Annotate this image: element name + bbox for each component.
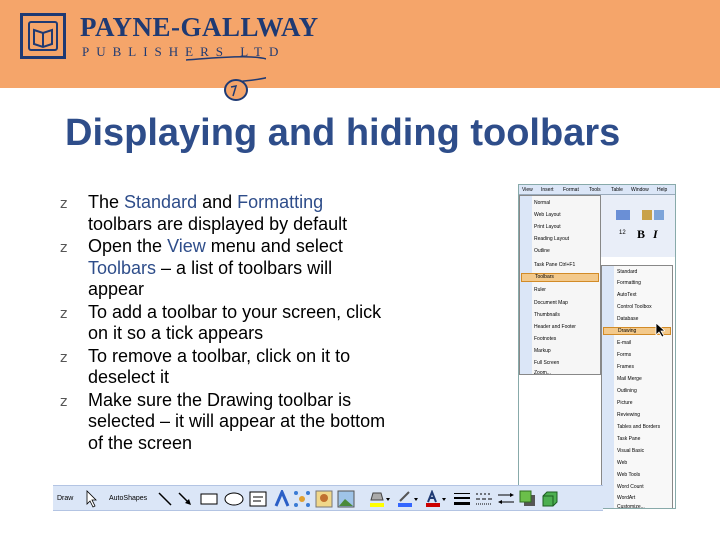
research-icon[interactable] [641, 209, 665, 221]
bullet-item: z Make sure the Drawing toolbar is selected – it will appear at the bottom of the screen [60, 389, 386, 453]
brand-subtitle: PUBLISHERS LTD [82, 44, 286, 59]
header-band [0, 0, 720, 88]
menu-help[interactable]: Help [657, 187, 668, 193]
line-icon[interactable] [157, 490, 173, 508]
font-size-box[interactable]: 12 [619, 230, 626, 236]
view-normal[interactable]: Normal [534, 200, 551, 206]
word-menu-screenshot [518, 184, 676, 509]
toolbar-tables-borders[interactable]: Tables and Borders [617, 424, 661, 430]
arrow-style-icon[interactable] [497, 490, 515, 508]
bullet-item: z To add a toolbar to your screen, click on it so a tick appears [60, 301, 382, 343]
slide-title: Displaying and hiding toolbars [65, 112, 621, 154]
toolbar-visual-basic[interactable]: Visual Basic [617, 448, 645, 454]
line-style-icon[interactable] [453, 490, 471, 508]
view-task-pane[interactable]: Task Pane Ctrl+F1 [534, 262, 576, 268]
view-markup[interactable]: Markup [534, 348, 551, 354]
menu-view[interactable]: View [522, 187, 533, 193]
highlight-standard: Standard [124, 192, 198, 212]
view-document-map[interactable]: Document Map [534, 300, 568, 306]
view-print-layout[interactable]: Print Layout [534, 224, 561, 230]
view-outline[interactable]: Outline [534, 248, 550, 254]
mouse-logo-icon [186, 50, 266, 104]
text-box-icon[interactable] [249, 490, 267, 508]
bullet-list [58, 192, 388, 455]
view-thumbnails[interactable]: Thumbnails [534, 312, 560, 318]
view-full-screen[interactable]: Full Screen [534, 360, 560, 366]
view-footnotes[interactable]: Footnotes [534, 336, 557, 342]
menu-insert[interactable]: Insert [541, 187, 554, 193]
3d-style-icon[interactable] [541, 490, 559, 508]
word-menubar [519, 185, 676, 195]
toolbar-word-count[interactable]: Word Count [617, 484, 644, 490]
toolbar-web[interactable]: Web [617, 460, 628, 466]
font-color-icon[interactable] [425, 490, 447, 508]
menu-window[interactable]: Window [631, 187, 649, 193]
arrow-icon[interactable] [177, 490, 193, 508]
view-header-footer[interactable]: Header and Footer [534, 324, 576, 330]
menu-tools[interactable]: Tools [589, 187, 601, 193]
menu-format[interactable]: Format [563, 187, 579, 193]
bullet-marker: z [60, 393, 68, 410]
diagram-icon[interactable] [293, 490, 311, 508]
view-ruler[interactable]: Ruler [534, 287, 546, 293]
fill-color-icon[interactable] [369, 490, 391, 508]
toolbar-web-tools[interactable]: Web Tools [617, 472, 641, 478]
highlight-formatting: Formatting [237, 192, 324, 212]
toolbar-database[interactable]: Database [617, 316, 639, 322]
highlight-view: View [167, 236, 206, 256]
mouse-cursor-icon [655, 322, 665, 338]
toolbar-email[interactable]: E-mail [617, 340, 632, 346]
toolbar-wordart[interactable]: WordArt [617, 495, 636, 501]
view-zoom[interactable]: Zoom... [534, 370, 551, 376]
shadow-style-icon[interactable] [519, 490, 537, 508]
menu-table[interactable]: Table [611, 187, 623, 193]
rectangle-icon[interactable] [199, 490, 219, 508]
view-toolbars[interactable]: Toolbars [521, 273, 599, 282]
dash-style-icon[interactable] [475, 490, 493, 508]
view-reading-layout[interactable]: Reading Layout [534, 236, 570, 242]
toolbar-standard[interactable]: Standard [617, 269, 638, 275]
select-pointer-icon[interactable] [85, 490, 99, 508]
bullet-item: z Open the View menu and select Toolbars – a list of toolbars will appear [60, 236, 343, 299]
highlight-toolbars: Toolbars [88, 257, 157, 278]
wordart-icon[interactable] [273, 490, 291, 508]
bullet-item: z The Standard and Formatting toolbars are displayed by default [60, 192, 348, 234]
toolbar-forms[interactable]: Forms [617, 352, 632, 358]
publisher-logo-icon [20, 13, 66, 59]
bullet-item: z To remove a toolbar, click on it to deselect it [60, 345, 351, 387]
insert-picture-icon[interactable] [337, 490, 355, 508]
bullet-marker: z [60, 240, 68, 256]
autoshapes-menu-button[interactable]: AutoShapes [109, 495, 148, 502]
view-web-layout[interactable]: Web Layout [534, 212, 561, 218]
toolbar-reviewing[interactable]: Reviewing [617, 412, 641, 418]
toolbar-control-toolbox[interactable]: Control Toolbox [617, 304, 652, 310]
spelling-icon[interactable] [615, 209, 631, 221]
draw-menu-button[interactable]: Draw [57, 495, 74, 502]
view-menu [519, 195, 601, 375]
line-color-icon[interactable] [397, 490, 419, 508]
bullet-marker: z [60, 305, 68, 322]
toolbars-submenu [601, 265, 673, 509]
clip-art-icon[interactable] [315, 490, 333, 508]
toolbar-customize[interactable]: Customize... [617, 504, 645, 509]
formatting-toolbar-strip [601, 195, 676, 257]
italic-icon[interactable]: I [653, 227, 658, 241]
toolbar-picture[interactable]: Picture [617, 400, 633, 406]
bullet-marker: z [60, 196, 68, 212]
toolbar-drawing[interactable]: Drawing [603, 327, 671, 335]
drawing-toolbar [53, 485, 603, 511]
toolbar-formatting[interactable]: Formatting [617, 280, 641, 286]
brand-name: PAYNE-GALLWAY [80, 12, 319, 42]
toolbar-autotext[interactable]: AutoText [617, 292, 637, 298]
oval-icon[interactable] [223, 490, 245, 508]
toolbar-frames[interactable]: Frames [617, 364, 634, 370]
toolbar-mail-merge[interactable]: Mail Merge [617, 376, 642, 382]
bold-icon[interactable]: B [637, 227, 646, 241]
bullet-marker: z [60, 349, 68, 366]
toolbar-task-pane[interactable]: Task Pane [617, 436, 641, 442]
toolbar-outlining[interactable]: Outlining [617, 388, 637, 394]
